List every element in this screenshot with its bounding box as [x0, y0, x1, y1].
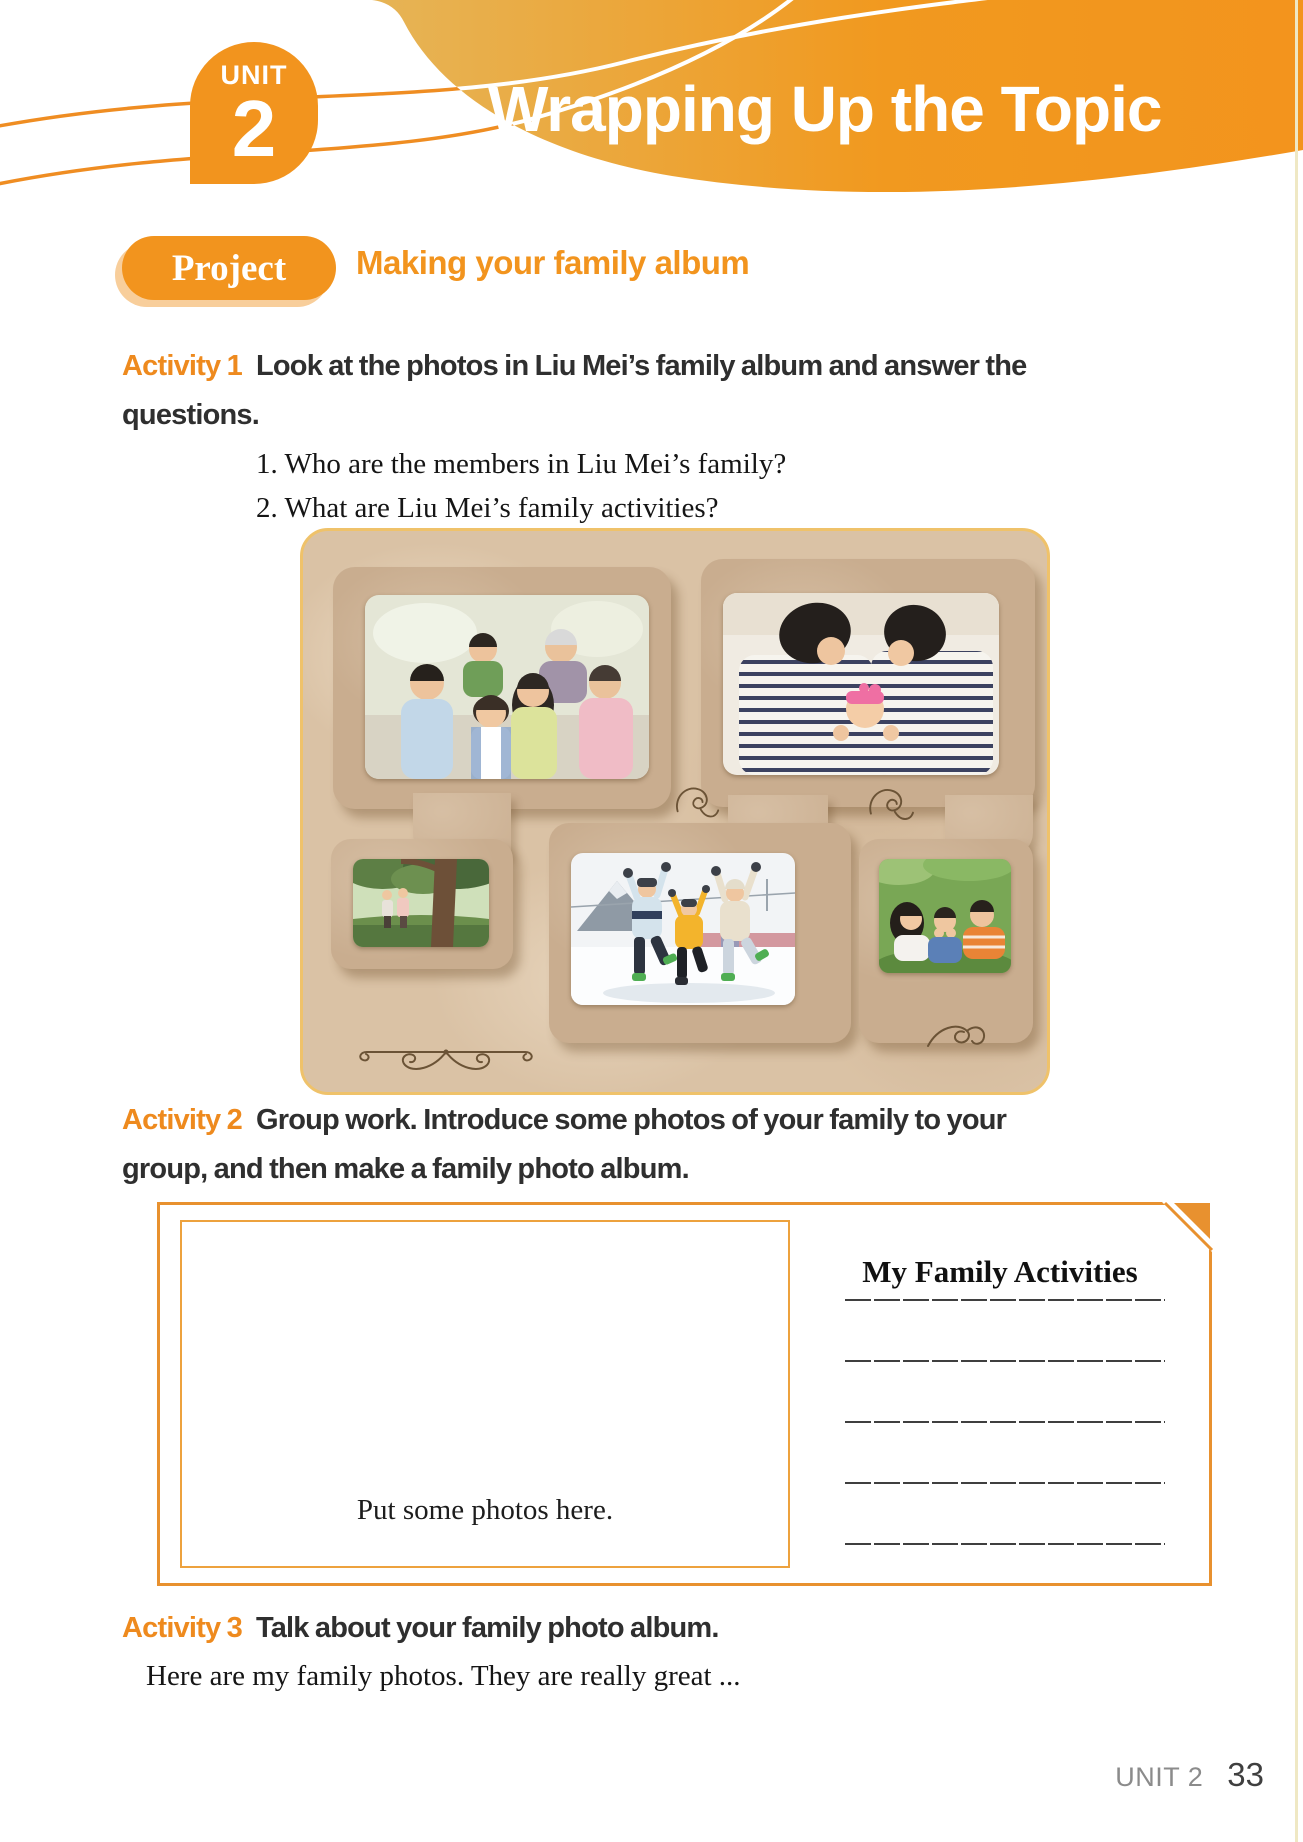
activity1-line1: Activity 1 Look at the photos in Liu Mei’s family album and answer the — [122, 350, 1027, 382]
blank-line — [845, 1543, 1165, 1545]
photo-family-group — [365, 595, 649, 779]
activities-list-title: My Family Activities — [862, 1254, 1138, 1289]
curl-flourish-icon — [673, 781, 721, 825]
photo-placeholder-caption: Put some photos here. — [356, 1494, 614, 1526]
project-badge — [122, 236, 336, 300]
activity3-label: Activity 3 — [122, 1612, 242, 1644]
question-item: 2. What are Liu Mei’s family activities? — [256, 492, 719, 525]
question-list — [256, 442, 786, 530]
activity1-heading — [122, 342, 1027, 441]
page-footer — [1000, 1756, 1264, 1794]
example-sentence: Here are my family photos. They are really great ... — [146, 1660, 741, 1692]
activity2-line1: Activity 2 Group work. Introduce some photos of your family to your — [122, 1104, 1007, 1136]
activity2-heading — [122, 1096, 1006, 1195]
corner-flourish-icon — [923, 1019, 989, 1055]
photo-picnic-grass — [879, 859, 1011, 973]
unit-number: 2 — [231, 84, 277, 173]
activity2-line2: group, and then make a family photo album. — [122, 1153, 689, 1186]
footer-page-number: 33 — [1227, 1756, 1264, 1793]
photo-ski-trip — [571, 853, 795, 1005]
unit-label: UNIT — [220, 60, 288, 90]
activity3-line1: Activity 3 Talk about your family photo album. — [122, 1612, 719, 1644]
page-edge-line — [1295, 0, 1298, 1842]
footer-unit: UNIT 2 — [1115, 1762, 1204, 1792]
activity3-heading — [122, 1604, 719, 1653]
corner-fold-icon — [1150, 1192, 1225, 1267]
blank-line — [845, 1482, 1165, 1484]
unit-badge — [190, 42, 318, 184]
photo-parents-baby — [723, 593, 999, 775]
photo-park-walk — [353, 859, 489, 947]
activity1-label: Activity 1 — [122, 350, 242, 382]
blank-line — [845, 1421, 1165, 1423]
family-album — [300, 528, 1050, 1095]
project-badge-label: Project — [171, 247, 287, 289]
blank-line — [845, 1299, 1165, 1301]
blank-line — [845, 1360, 1165, 1362]
question-item: 1. Who are the members in Liu Mei’s family? — [256, 448, 787, 480]
project-subtitle: Making your family album — [356, 244, 750, 281]
page-title: Wrapping Up the Topic — [488, 73, 1162, 145]
activity2-label: Activity 2 — [122, 1104, 242, 1136]
curl-flourish-icon — [865, 783, 917, 827]
activity1-line2: questions. — [122, 399, 260, 432]
divider-flourish-icon — [355, 1045, 537, 1075]
